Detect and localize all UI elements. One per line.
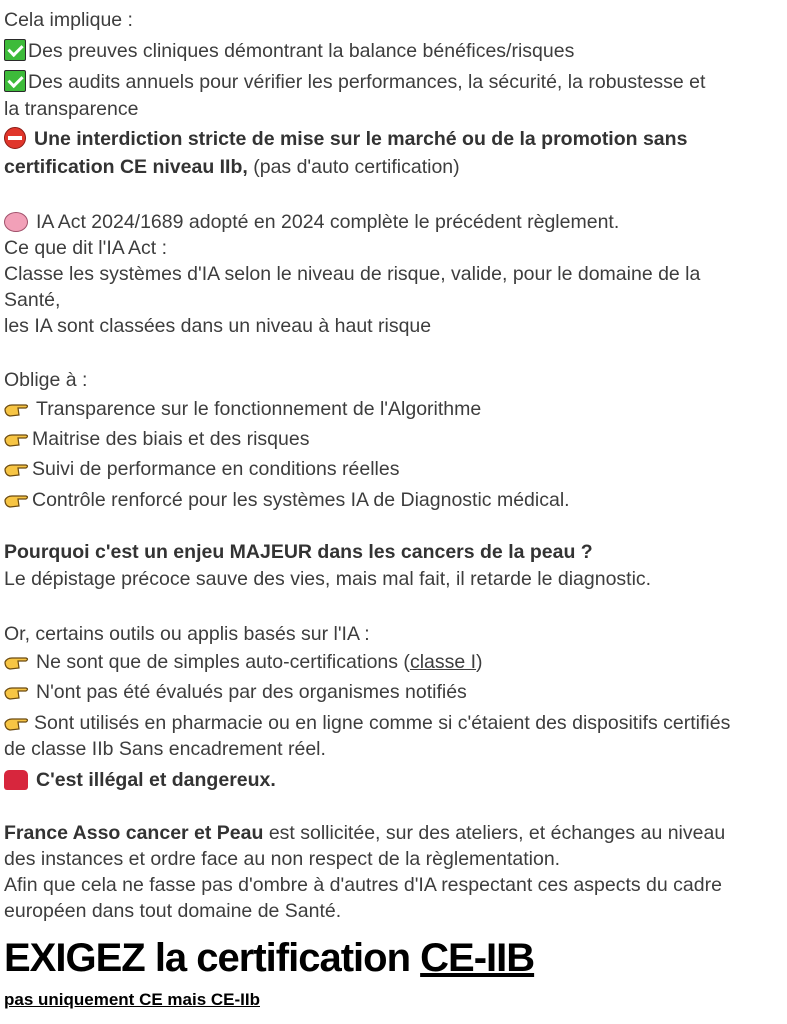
subline[interactable]: pas uniquement CE mais CE-IIb — [4, 990, 260, 1009]
check-item — [4, 38, 574, 64]
pointing-hand-icon — [4, 654, 30, 670]
asso-line4: européen dans tout domaine de Santé. — [4, 900, 342, 922]
warning-text: C'est illégal et dangereux. — [36, 769, 276, 791]
headline — [4, 932, 534, 984]
ce-iib-link[interactable]: CE-IIB — [420, 936, 535, 980]
check-text-cont: la transparence — [4, 98, 139, 120]
oblige-item — [4, 396, 481, 422]
ia-act-line5: les IA sont classées dans un niveau à haut risque — [4, 315, 432, 337]
outils-text: Sont utilisés en pharmacie ou en ligne comme si c'étaient des dispositifs certifiés — [34, 712, 731, 734]
asso-text: est sollicitée, sur des ateliers, et échanges au niveau — [263, 822, 726, 844]
classe-i-link[interactable]: classe I — [409, 651, 477, 673]
brain-icon — [4, 212, 28, 232]
enjeu-text: Le dépistage précoce sauve des vies, mais mal fait, il retarde le diagnostic. — [4, 568, 652, 590]
ia-act-line4: Santé, — [4, 289, 61, 311]
ban-text: Une interdiction stricte de mise sur le marché ou de la promotion sans — [34, 128, 688, 150]
oblige-title: Oblige à : — [4, 369, 88, 391]
ia-act-line — [4, 209, 619, 235]
checkmark-icon — [4, 39, 26, 61]
asso-line3: Afin que cela ne fasse pas d'ombre à d'autres d'IA respectant ces aspects du cadre — [4, 874, 722, 896]
outils-item — [4, 649, 483, 675]
headline-text: EXIGEZ la certification — [4, 936, 421, 980]
ban-line — [4, 126, 687, 152]
checkmark-icon — [4, 70, 26, 92]
ia-act-line2: Ce que dit l'IA Act : — [4, 237, 168, 259]
oblige-text: Contrôle renforcé pour les systèmes IA de Diagnostic médical. — [32, 489, 570, 511]
check-text: Des audits annuels pour vérifier les performances, la sécurité, la robustesse et — [28, 71, 706, 93]
outils-title: Or, certains outils ou applis basés sur l'IA : — [4, 623, 370, 645]
warning-line — [4, 767, 276, 793]
outils-item — [4, 679, 467, 705]
asso-name: France Asso cancer et Peau — [4, 822, 264, 844]
intro-text: Cela implique : — [4, 9, 133, 31]
telephone-icon — [4, 770, 28, 790]
oblige-item — [4, 487, 570, 513]
oblige-text: Transparence sur le fonctionnement de l'Algorithme — [36, 398, 482, 420]
pointing-hand-icon — [4, 715, 30, 731]
oblige-text: Suivi de performance en conditions réelles — [32, 458, 400, 480]
no-entry-icon — [4, 127, 26, 149]
outils-text: N'ont pas été évalués par des organismes notifiés — [36, 681, 467, 703]
enjeu-title — [4, 539, 593, 565]
outils-text: Ne sont que de simples auto-certifications ( — [36, 651, 410, 673]
oblige-item — [4, 426, 309, 452]
pointing-hand-icon — [4, 492, 30, 508]
asso-line1 — [4, 820, 725, 846]
outils-text-end: ) — [476, 651, 483, 673]
oblige-item — [4, 456, 399, 482]
ban-line-2 — [4, 154, 460, 180]
ia-act-line3: Classe les systèmes d'IA selon le niveau de risque, valide, pour le domaine de la — [4, 263, 701, 285]
pointing-hand-icon — [4, 684, 30, 700]
pointing-hand-icon — [4, 431, 30, 447]
enjeu-title-text: Pourquoi c'est un enjeu MAJEUR dans les cancers de la peau ? — [4, 541, 593, 563]
check-text: Des preuves cliniques démontrant la balance bénéfices/risques — [28, 40, 575, 62]
ia-act-text: IA Act 2024/1689 adopté en 2024 complète le précédent règlement. — [36, 211, 620, 233]
pointing-hand-icon — [4, 401, 30, 417]
check-item — [4, 69, 705, 95]
ban-text-2: certification CE niveau IIb, — [4, 156, 248, 178]
outils-item — [4, 710, 730, 736]
oblige-text: Maitrise des biais et des risques — [32, 428, 310, 450]
outils-text-cont: de classe IIb Sans encadrement réel. — [4, 738, 326, 760]
asso-line2: des instances et ordre face au non respect de la règlementation. — [4, 848, 561, 870]
pointing-hand-icon — [4, 461, 30, 477]
ban-note: (pas d'auto certification) — [247, 156, 460, 178]
